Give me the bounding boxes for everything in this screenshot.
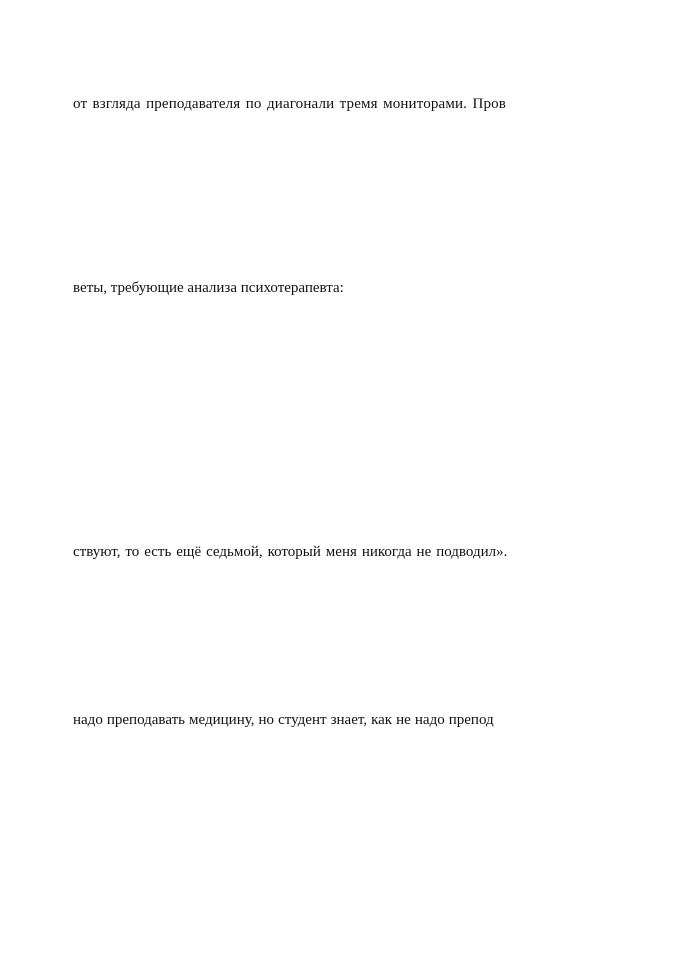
- text-line-4: надо преподавать медицину, но студент знает, как не надо препод: [73, 712, 494, 728]
- text-line-2: веты, требующие анализа психотерапевта:: [73, 280, 344, 296]
- text-line-3: ствуют, то есть ещё седьмой, который меня никогда не подводил».: [73, 544, 508, 560]
- text-line-1: от взгляда преподавателя по диагонали тремя мониторами. Пров: [73, 96, 506, 112]
